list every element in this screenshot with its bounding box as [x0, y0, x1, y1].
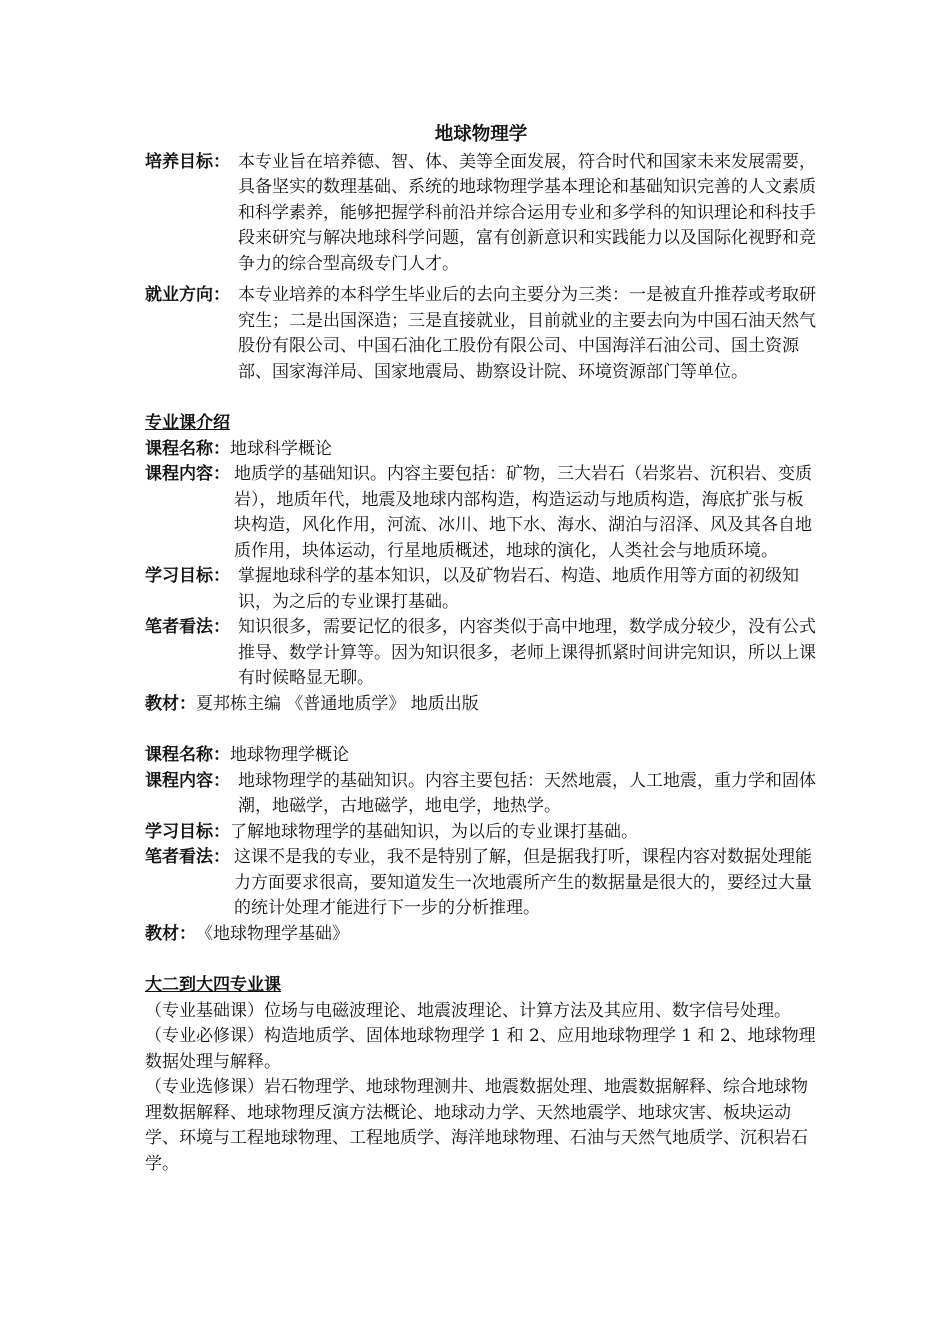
course1-name: 地球科学概论	[230, 438, 332, 459]
course1-goal: 掌握地球科学的基本知识，以及矿物岩石、构造、地质作用等方面的初级知识，为之后的专业课打基础。	[238, 566, 799, 612]
course1-goal-row	[145, 564, 817, 615]
course1-opinion-label: 笔者看法：	[145, 617, 230, 637]
course2-book-label: 教材：	[145, 923, 196, 944]
course2-book-row	[145, 922, 817, 948]
elective-courses-paragraph: （专业选修课）岩石物理学、地球物理测井、地震数据处理、地震数据解释、综合地球物理数据解释、地球物理反演方法概论、地球动力学、天然地震学、地球灾害、板块运动学、环境与工程地球物理、工程地质学、海洋地球物理、石油与天然气地质学、沉积岩石学。	[145, 1077, 808, 1174]
course1-book-row	[145, 692, 817, 718]
course1-book-label: 教材：	[145, 693, 196, 714]
career-label: 就业方向：	[145, 285, 230, 305]
course2-goal-row	[145, 820, 817, 846]
course2-opinion: 这课不是我的专业，我不是特别了解，但是据我打听，课程内容对数据处理能力方面要求很高，要知道发生一次地震所产生的数据量是很大的，要经过大量的统计处理才能进行下一步的分析推理。	[234, 847, 812, 918]
career-block	[145, 283, 817, 385]
course2-goal: 了解地球物理学的基础知识，为以后的专业课打基础。	[230, 821, 638, 842]
foundation-courses-paragraph: （专业基础课）位场与电磁波理论、地震波理论、计算方法及其应用、数字信号处理。	[145, 1000, 791, 1021]
course2-content-label: 课程内容：	[145, 770, 230, 791]
career-text: 本专业培养的本科学生毕业后的去向主要分为三类：一是被直升推荐或考取研究生；二是出国深造；三是直接就业，目前就业的主要去向为中国石油天然气股份有限公司、中国石油化工股份有限公司、中国海洋石油公司、国土资源部、国家海洋局、国家地震局、勘察设计院、环境资源部门等单位。	[238, 285, 816, 382]
course2-opinion-label: 笔者看法：	[145, 847, 230, 867]
course1-opinion: 知识很多，需要记忆的很多，内容类似于高中地理，数学成分较少，没有公式推导、数学计算等。因为知识很多，老师上课得抓紧时间讲完知识，所以上课有时候略显无聊。	[238, 617, 816, 688]
course1-content: 地质学的基础知识。内容主要包括：矿物，三大岩石（岩浆岩、沉积岩、变质岩），地质年代，地震及地球内部构造，构造运动与地质构造，海底扩张与板块构造，风化作用，河流、冰川、地下水、海水、湖泊与沼泽、风及其各自地质作用，块体运动，行星地质概述，地球的演化，人类社会与地质环境。	[234, 464, 812, 561]
course1-content-row	[145, 462, 817, 564]
training-goal-label: 培养目标：	[145, 151, 230, 172]
course2-name: 地球物理学概论	[230, 745, 349, 765]
course1-content-label: 课程内容：	[145, 464, 230, 484]
course1-name-label: 课程名称：	[145, 438, 230, 459]
course2-name-row	[145, 743, 817, 769]
document-page	[145, 122, 817, 1177]
section-heading-courses: 专业课介绍	[145, 413, 230, 433]
section-heading-upper-courses: 大二到大四专业课	[145, 975, 281, 995]
course2-book: 《地球物理学基础》	[196, 923, 349, 944]
course2-content: 地球物理学的基础知识。内容主要包括：天然地震，人工地震，重力学和固体潮，地磁学，古地磁学，地电学，地热学。	[238, 770, 816, 816]
required-courses-paragraph: （专业必修课）构造地质学、固体地球物理学 1 和 2、应用地球物理学 1 和 2、地球物理数据处理与解释。	[145, 1026, 816, 1072]
course2-content-row	[145, 769, 817, 820]
course2-name-label: 课程名称：	[145, 745, 230, 765]
course2-opinion-row	[145, 845, 817, 922]
training-goal-text: 本专业旨在培养德、智、体、美等全面发展，符合时代和国家未来发展需要，具备坚实的数理基础、系统的地球物理学基本理论和基础知识完善的人文素质和科学素养，能够把握学科前沿并综合运用专业和多学科的知识理论和科技手段来研究与解决地球科学问题，富有创新意识和实践能力以及国际化视野和竞争力的综合型高级专门人才。	[238, 151, 816, 274]
course1-opinion-row	[145, 615, 817, 692]
course2-goal-label: 学习目标：	[145, 821, 230, 842]
training-goal-block	[145, 150, 817, 278]
course1-goal-label: 学习目标：	[145, 566, 230, 586]
document-title: 地球物理学	[434, 124, 528, 145]
course1-book: 夏邦栋主编 《普通地质学》 地质出版	[196, 693, 479, 714]
course1-name-row	[145, 437, 817, 463]
